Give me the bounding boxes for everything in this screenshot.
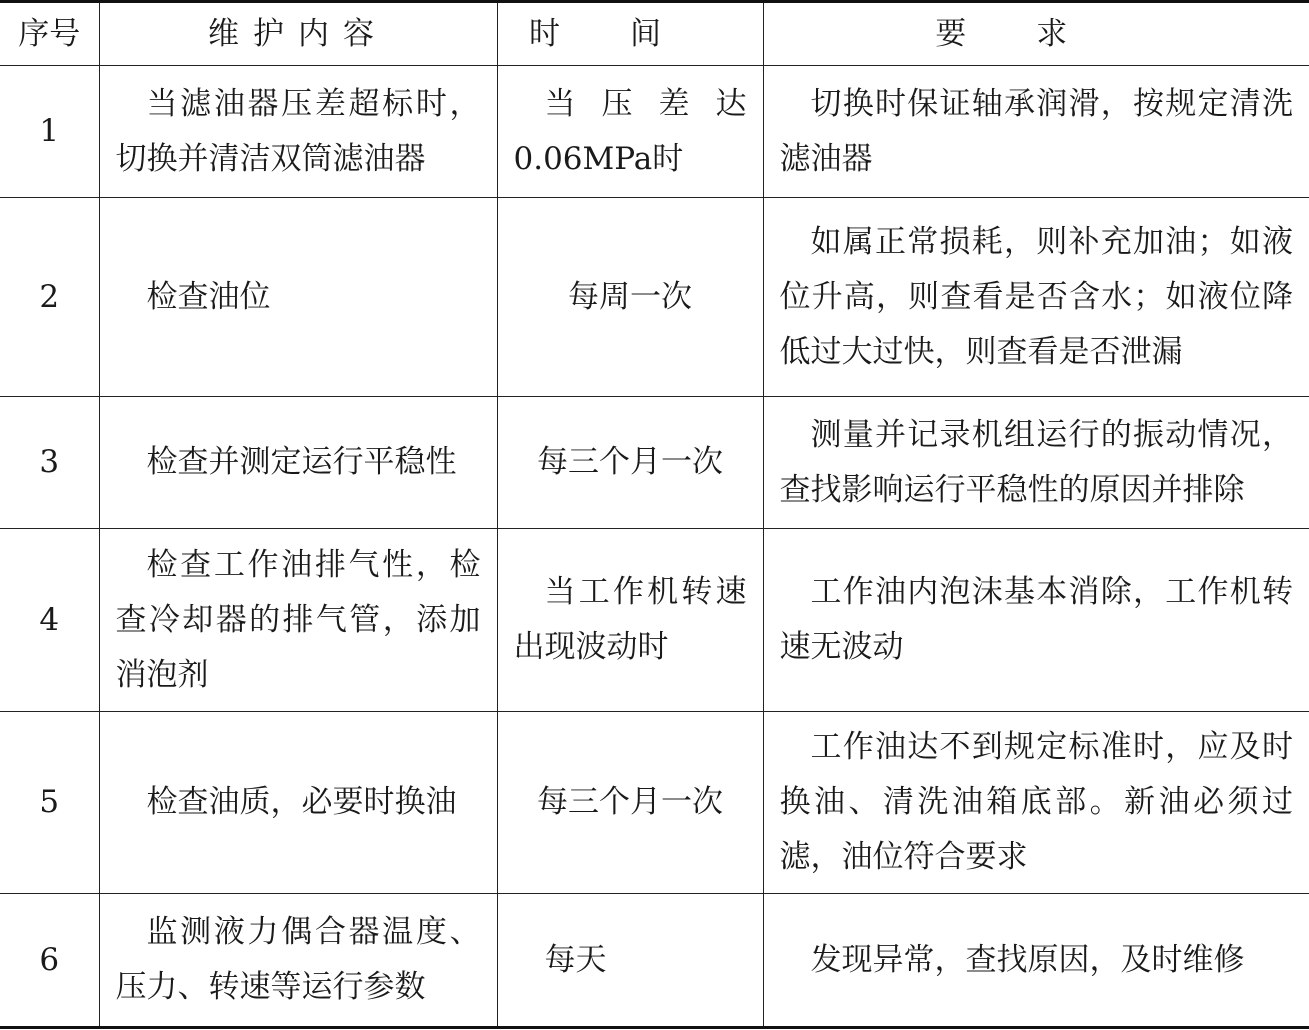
header-requirement: 要求	[763, 2, 1309, 66]
row-number: 6	[0, 894, 99, 1028]
row-number: 2	[0, 198, 99, 397]
row-time: 每三个月一次	[497, 712, 763, 894]
row-content: 检查油质，必要时换油	[99, 712, 497, 894]
table-row	[0, 712, 1309, 894]
row-time: 当压差达0.06MPa时	[497, 66, 763, 198]
table-row	[0, 529, 1309, 712]
row-number: 4	[0, 529, 99, 712]
row-time: 当工作机转速出现波动时	[497, 529, 763, 712]
row-content: 当滤油器压差超标时，切换并清洁双筒滤油器	[99, 66, 497, 198]
row-requirement: 测量并记录机组运行的振动情况，查找影响运行平稳性的原因并排除	[763, 397, 1309, 529]
header-time: 时间	[497, 2, 763, 66]
header-no: 序号	[0, 2, 99, 66]
table-row	[0, 198, 1309, 397]
row-requirement: 工作油内泡沫基本消除，工作机转速无波动	[763, 529, 1309, 712]
row-time: 每周一次	[497, 198, 763, 397]
row-requirement: 发现异常，查找原因，及时维修	[763, 894, 1309, 1028]
row-requirement: 工作油达不到规定标准时，应及时换油、清洗油箱底部。新油必须过滤，油位符合要求	[763, 712, 1309, 894]
row-content: 检查工作油排气性，检查冷却器的排气管，添加消泡剂	[99, 529, 497, 712]
row-requirement: 切换时保证轴承润滑，按规定清洗滤油器	[763, 66, 1309, 198]
table-row	[0, 66, 1309, 198]
table-row	[0, 397, 1309, 529]
row-number: 1	[0, 66, 99, 198]
header-content: 维护内容	[99, 2, 497, 66]
row-number: 5	[0, 712, 99, 894]
row-number: 3	[0, 397, 99, 529]
row-content: 检查并测定运行平稳性	[99, 397, 497, 529]
table-header-row	[0, 2, 1309, 66]
row-requirement: 如属正常损耗，则补充加油；如液位升高，则查看是否含水；如液位降低过大过快，则查看是否泄漏	[763, 198, 1309, 397]
row-content: 检查油位	[99, 198, 497, 397]
row-time: 每三个月一次	[497, 397, 763, 529]
row-content: 监测液力偶合器温度、压力、转速等运行参数	[99, 894, 497, 1028]
row-time: 每天	[497, 894, 763, 1028]
table-row	[0, 894, 1309, 1028]
